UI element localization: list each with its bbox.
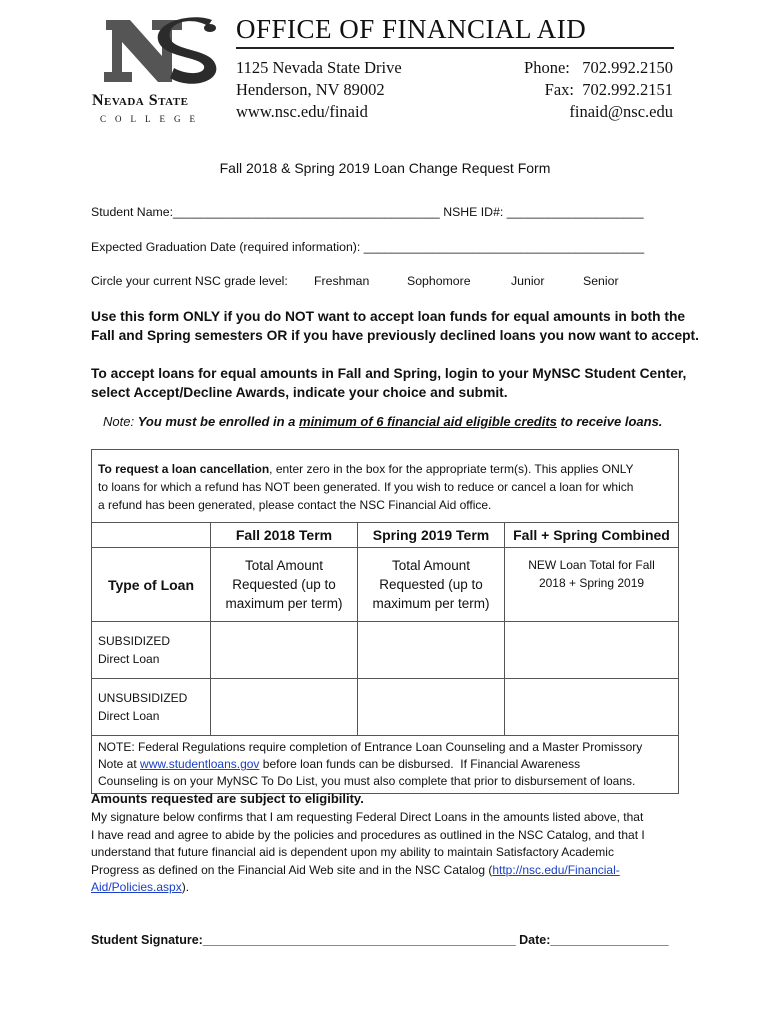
note-text-b: to receive loans. [556,414,663,429]
email-text: finaid@nsc.edu [569,102,673,121]
promissory-note-line-3: Counseling is on your MyNSC To Do List, you must also complete that prior to disbursement of loans. [98,774,636,788]
logo-college: COLLEGE [100,114,204,124]
spring-description: Total Amount Requested (up to maximum per term) [358,548,505,622]
grad-date-field[interactable]: _________________________________________ [363,240,645,254]
intro-bold: To request a loan cancellation [98,462,270,476]
grade-option-freshman[interactable]: Freshman [314,274,370,288]
policies-link-part-2[interactable]: Aid/Policies.aspx [91,880,182,894]
unsubsidized-line-1: UNSUBSIDIZED [98,691,188,705]
eligibility-paragraph [91,809,645,897]
combined-description: NEW Loan Total for Fall 2018 + Spring 2019 [505,548,679,622]
intro-line-2: to loans for which a refund has NOT been generated. If you wish to reduce or cancel a loan for which [98,480,634,494]
unsubsidized-fall-input[interactable] [211,679,358,736]
grade-option-senior[interactable]: Senior [583,274,619,288]
eligibility-line-5-end: ). [181,880,190,894]
grad-date-row [91,240,644,254]
eligibility-line-3: understand that future financial aid is dependent upon my ability to maintain Satisfactory Academic [91,845,614,859]
instruction-paragraph-2 [91,364,686,402]
note-underline: minimum of 6 financial aid eligible credits [299,414,557,429]
instruction-paragraph-1 [91,307,699,345]
subsidized-fall-input[interactable] [211,622,358,679]
blank-header-cell [92,523,211,548]
instruction-1-line-1: Use this form ONLY if you do NOT want to accept loan funds for equal amounts in both the [91,309,686,324]
note-prefix: Note: [103,414,138,429]
loan-table [91,449,679,794]
student-name-label: Student Name: [91,205,174,219]
header-divider [236,47,674,49]
logo-name: Nevada State [92,92,189,109]
ns-monogram-icon [100,16,230,91]
signature-field[interactable]: _____________________________________________ [202,933,516,947]
grade-option-sophomore[interactable]: Sophomore [407,274,471,288]
eligibility-heading: Amounts requested are subject to eligibility. [91,791,364,806]
nshe-field[interactable]: ____________________ [506,205,644,219]
enrollment-note [103,414,662,429]
unsubsidized-label [92,679,211,736]
table-intro [92,450,679,523]
unsubsidized-line-2: Direct Loan [98,709,160,723]
address-line2: Henderson, NV 89002 [236,80,385,99]
address-line1: 1125 Nevada State Drive [236,58,402,77]
student-name-row [91,205,644,219]
col-header-fall: Fall 2018 Term [211,523,358,548]
note-text-a: You must be enrolled in a [137,414,300,429]
table-row [92,679,679,736]
col-header-spring: Spring 2019 Term [358,523,505,548]
type-of-loan-header: Type of Loan [92,548,211,622]
subsidized-label [92,622,211,679]
intro-line-3: a refund has been generated, please contact the NSC Financial Aid office. [98,498,492,512]
phone-text: Phone: 702.992.2150 [524,58,673,77]
grade-option-junior[interactable]: Junior [511,274,545,288]
fall-description: Total Amount Requested (up to maximum per term) [211,548,358,622]
subsidized-line-2: Direct Loan [98,652,160,666]
instruction-1-line-2: Fall and Spring semesters OR if you have previously declined loans you now want to accept. [91,328,699,343]
signature-row [91,933,669,947]
eligibility-line-4: Progress as defined on the Financial Aid Web site and in the NSC Catalog ( [91,862,493,877]
student-name-field[interactable]: _______________________________________ [173,205,440,219]
subsidized-line-1: SUBSIDIZED [98,634,171,648]
date-label: Date: [519,933,551,947]
office-title: OFFICE OF FINANCIAL AID [236,14,587,44]
instruction-2-line-2: select Accept/Decline Awards, indicate your choice and submit. [91,385,508,400]
promissory-note-line-2b: before loan funds can be disbursed. If Financial Awareness [259,757,581,771]
policies-link-part-1[interactable]: http://nsc.edu/Financial- [492,862,620,877]
signature-label: Student Signature: [91,933,203,947]
form-title: Fall 2018 & Spring 2019 Loan Change Request Form [219,160,551,176]
promissory-note-line-1: NOTE: Federal Regulations require completion of Entrance Loan Counseling and a Master Promissory [98,740,643,754]
grade-level-label: Circle your current NSC grade level: [91,274,288,288]
instruction-2-line-1: To accept loans for equal amounts in Fall and Spring, login to your MyNSC Student Center, [91,366,687,381]
subsidized-combined-input[interactable] [505,622,679,679]
eligibility-line-2: I have read and agree to abide by the policies and procedures as outlined in the NSC Catalog, and that I [91,827,645,842]
promissory-note [92,736,679,794]
date-field[interactable]: _________________ [550,933,669,947]
studentloans-link[interactable]: www.studentloans.gov [140,757,260,771]
nshe-label: NSHE ID#: [443,205,504,219]
eligibility-line-1: My signature below confirms that I am requesting Federal Direct Loans in the amounts listed above, that [91,810,644,824]
college-logo [100,16,230,91]
table-row [92,622,679,679]
fax-text: Fax: 702.992.2151 [544,80,673,99]
promissory-note-line-2a: Note at [98,757,141,771]
unsubsidized-combined-input[interactable] [505,679,679,736]
grad-date-label: Expected Graduation Date (required information): [91,240,361,254]
col-header-combined: Fall + Spring Combined [505,523,679,548]
website-text: www.nsc.edu/finaid [236,102,368,121]
subsidized-spring-input[interactable] [358,622,505,679]
unsubsidized-spring-input[interactable] [358,679,505,736]
intro-line-1: , enter zero in the box for the appropriate term(s). This applies ONLY [269,462,634,476]
